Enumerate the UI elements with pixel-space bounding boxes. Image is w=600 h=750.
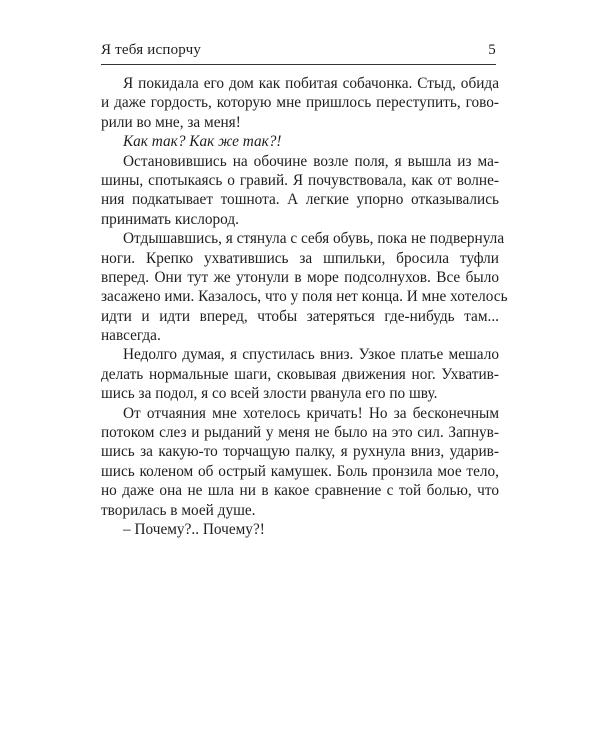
paragraph-7-dialogue bbox=[101, 520, 499, 539]
text-line: делать нормальные шаги, сковывая движения ног. Ухватив- bbox=[101, 365, 499, 383]
paragraph-1 bbox=[101, 74, 499, 132]
header-rule bbox=[101, 64, 496, 65]
text-line: Отдышавшись, я стянула с себя обувь, пока не подвернула bbox=[123, 230, 505, 248]
body-text bbox=[101, 74, 508, 539]
running-header bbox=[101, 42, 496, 64]
paragraph-3 bbox=[101, 152, 499, 230]
text-line: ния подкатывает тошнота. А легкие упорно отказывались bbox=[101, 191, 499, 209]
text-line: Недолго думая, я спустилась вниз. Узкое платье мешало bbox=[123, 346, 499, 364]
text-line: вперед. Они тут же утонули в море подсолнухов. Все было bbox=[101, 268, 499, 286]
text-line: потоком слез и рыданий у меня не было на это сил. Запнув- bbox=[101, 424, 499, 442]
text-line: идти и идти вперед, чтобы затеряться где-нибудь там... bbox=[101, 307, 499, 325]
page-number: 5 bbox=[488, 42, 496, 58]
text-line: и даже гордость, которую мне пришлось переступить, гово- bbox=[101, 94, 499, 112]
paragraph-4 bbox=[101, 229, 508, 345]
text-line: шись за какую-то торчащую палку, я рухнула вниз, ударив- bbox=[101, 443, 499, 461]
text-line: – Почему?.. Почему?! bbox=[123, 520, 265, 538]
text-line: От отчаяния мне хотелось кричать! Но за бесконечным bbox=[123, 404, 499, 422]
paragraph-2-italic bbox=[101, 132, 499, 151]
text-line: шины, спотыкаясь о гравий. Я почувствовала, как от волне- bbox=[101, 171, 499, 189]
text-line: но даже она не шла ни в какое сравнение с той болью, что bbox=[101, 482, 499, 500]
text-line: засажено ими. Казалось, что у поля нет конца. И мне хотелось bbox=[101, 288, 508, 306]
text-line: шись за подол, я со всей злости рванула его по шву. bbox=[101, 385, 438, 403]
text-line: Как так? Как же так?! bbox=[123, 133, 282, 151]
text-line: Я покидала его дом как побитая собачонка. Стыд, обида bbox=[123, 75, 499, 92]
text-line: навсегда. bbox=[101, 327, 161, 345]
running-title: Я тебя испорчу bbox=[101, 42, 202, 58]
text-line: ноги. Крепко ухватившись за шпильки, бросила туфли bbox=[101, 249, 499, 267]
text-line: принимать кислород. bbox=[101, 210, 240, 228]
text-line: шись коленом об острый камушек. Боль пронзила мое тело, bbox=[101, 462, 499, 480]
text-line: рили во мне, за меня! bbox=[101, 113, 241, 131]
paragraph-6 bbox=[101, 404, 499, 520]
paragraph-5 bbox=[101, 345, 499, 403]
text-line: творилась в моей душе. bbox=[101, 501, 256, 519]
text-line: Остановившись на обочине возле поля, я вышла из ма- bbox=[123, 152, 499, 170]
